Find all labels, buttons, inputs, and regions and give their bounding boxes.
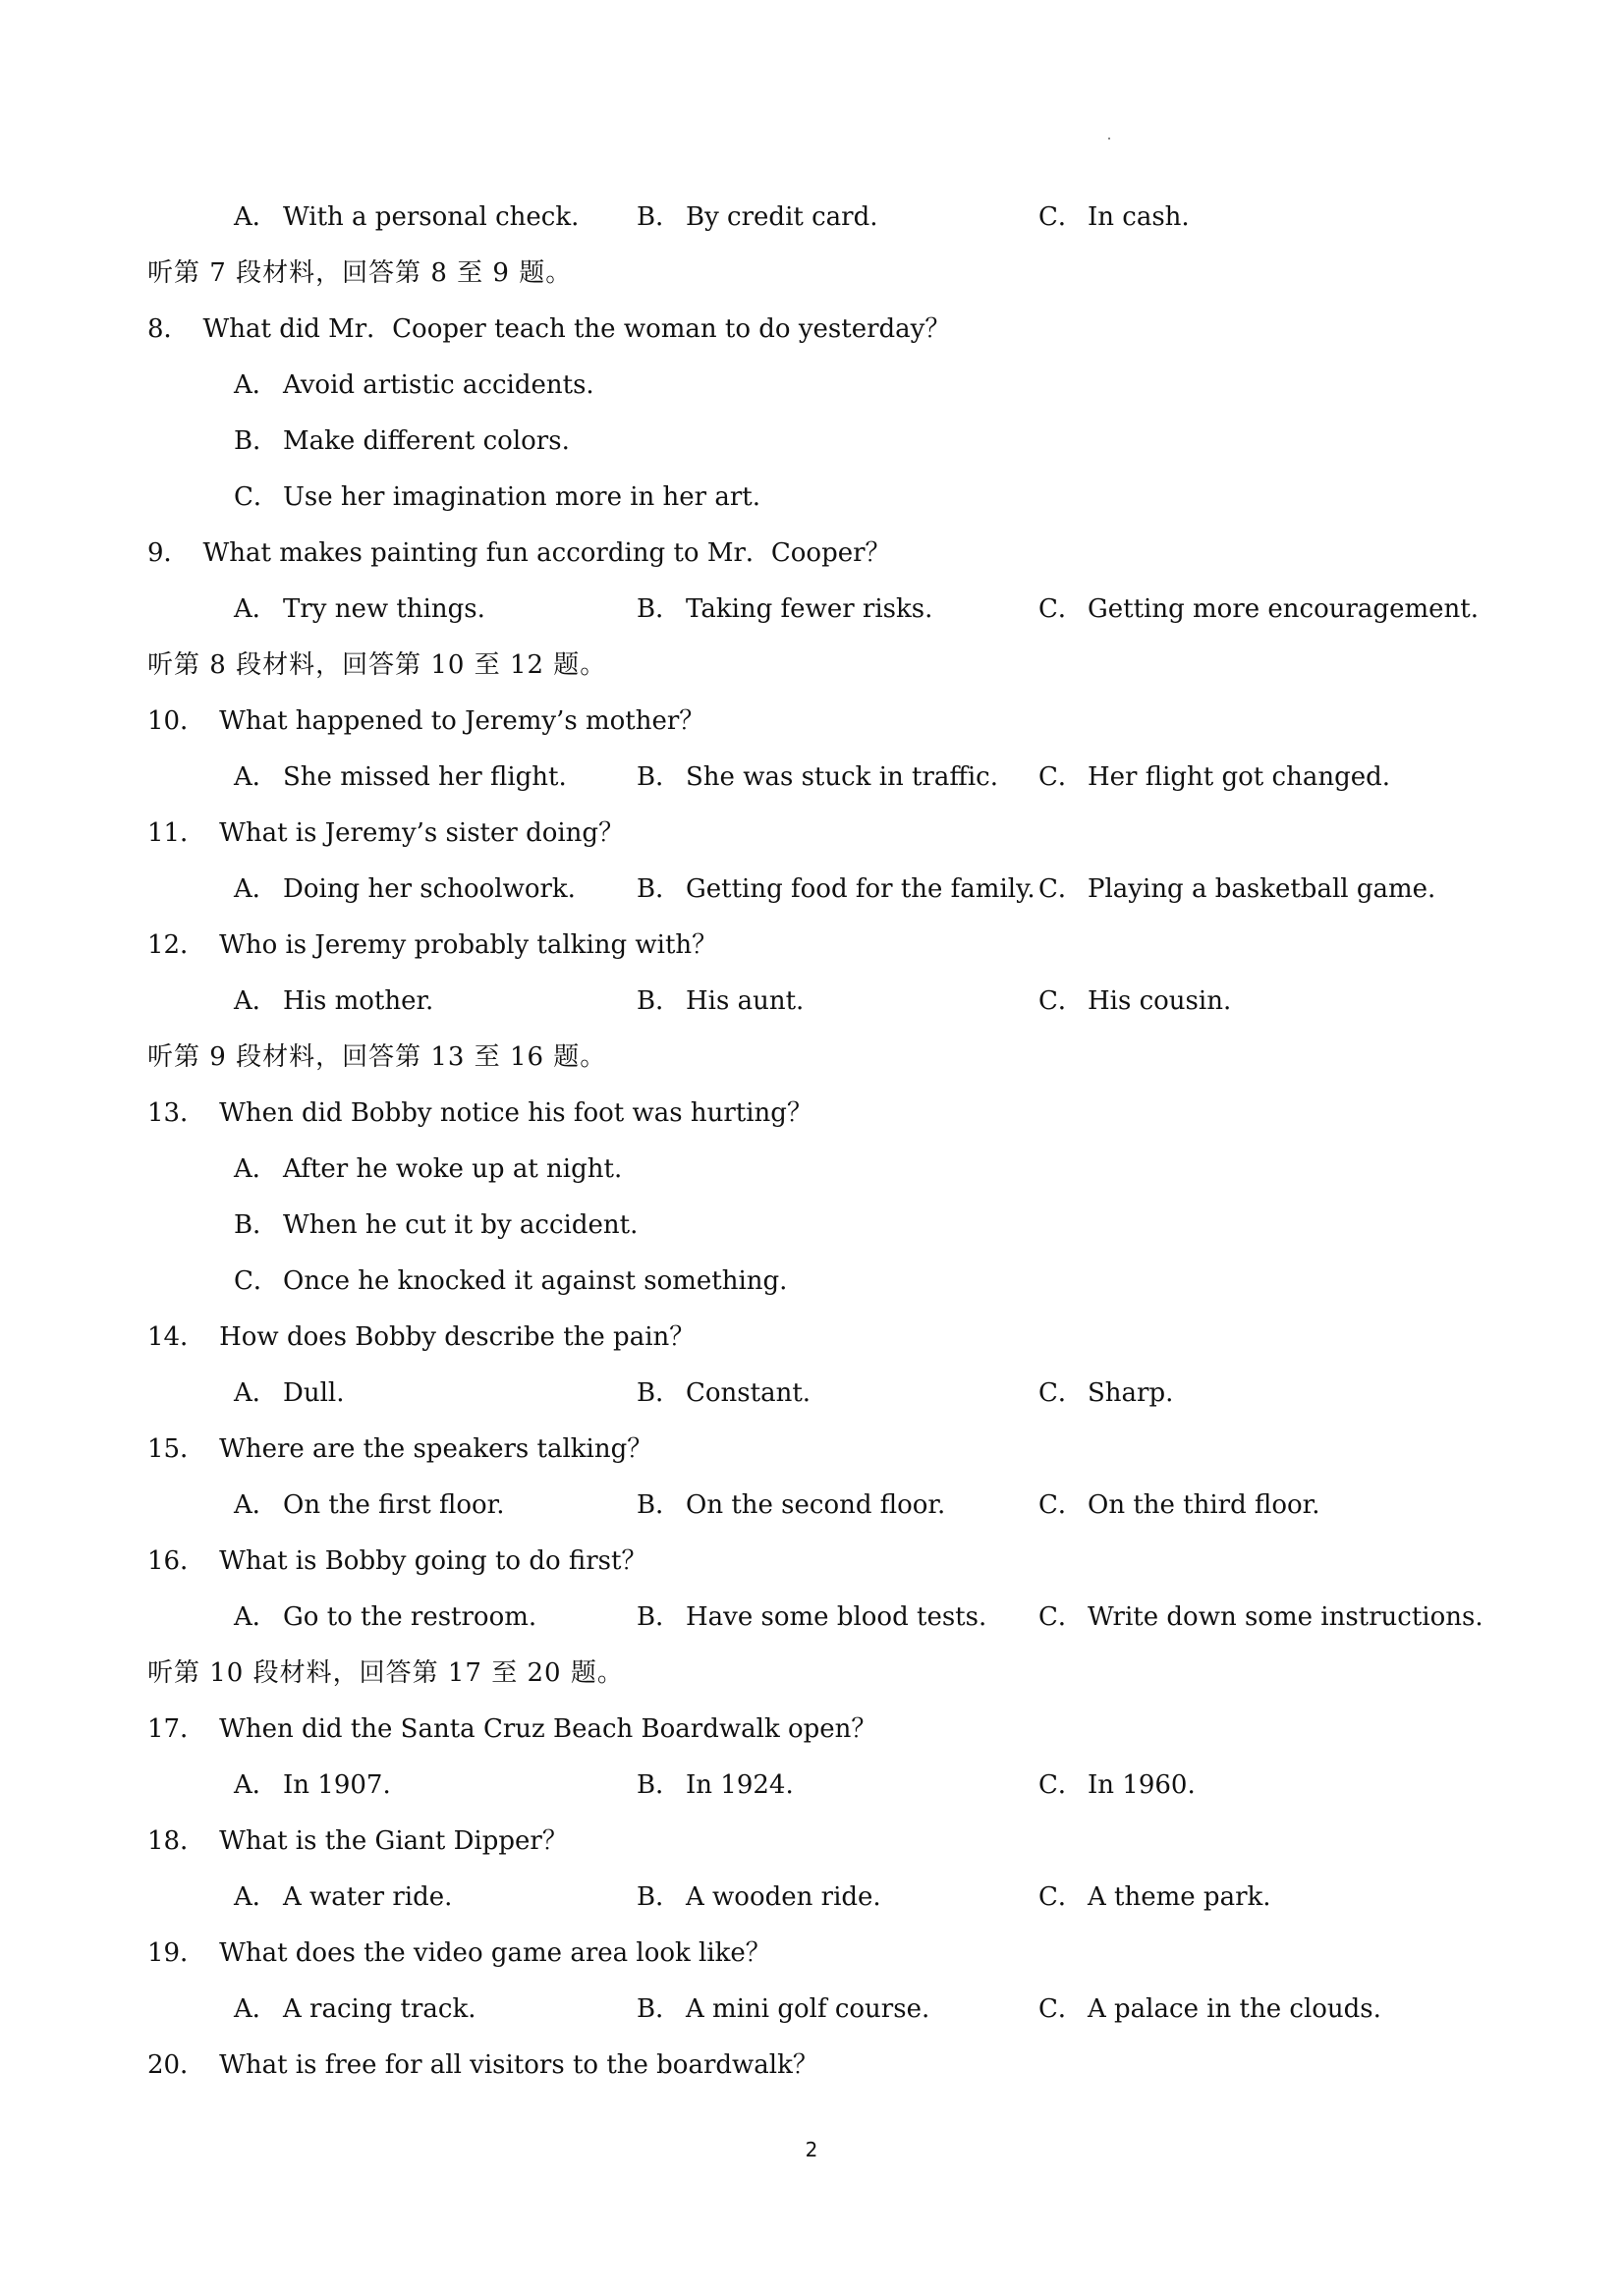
question-13: 13． When did Bobby notice his foot was hurting？ <box>147 1098 812 1128</box>
q14-option-c: C． Sharp. <box>1038 1378 1174 1408</box>
q16-option-a: A． Go to the restroom. <box>234 1602 537 1632</box>
q17-options <box>0 1762 1623 1809</box>
question-14: 14． How does Bobby describe the pain？ <box>147 1322 696 1352</box>
question-20: 20． What is free for all visitors to the boardwalk？ <box>147 2050 818 2080</box>
q8-option-b: B． Make different colors. <box>234 426 570 456</box>
q18-option-b: B． A wooden ride. <box>637 1882 881 1912</box>
q16-option-b: B． Have some blood tests. <box>637 1602 987 1632</box>
q18-option-c: C． A theme park. <box>1038 1882 1271 1912</box>
scan-speck <box>1108 138 1110 140</box>
q8-option-c: C． Use her imagination more in her art. <box>234 482 761 512</box>
question-16: 16． What is Bobby going to do first？ <box>147 1546 647 1576</box>
section-heading-10: 听第 10 段材料，回答第 17 至 20 题。 <box>147 1658 624 1688</box>
q15-option-c: C． On the third floor. <box>1038 1490 1320 1520</box>
q19-options <box>0 1986 1623 2033</box>
section-heading-7: 听第 7 段材料，回答第 8 至 9 题。 <box>147 258 573 288</box>
q7-option-c: C． In cash. <box>1038 202 1190 232</box>
q10-option-a: A． She missed her flight. <box>234 762 567 792</box>
q13-option-b: B． When he cut it by accident. <box>234 1210 639 1240</box>
question-10: 10． What happened to Jeremy’s mother？ <box>147 706 705 736</box>
q15-option-a: A． On the first floor. <box>234 1490 505 1520</box>
q16-option-c: C． Write down some instructions. <box>1038 1602 1483 1632</box>
q16-options <box>0 1594 1623 1641</box>
q11-options <box>0 866 1623 913</box>
q7-option-b: B． By credit card. <box>637 202 878 232</box>
question-15: 15． Where are the speakers talking？ <box>147 1434 653 1464</box>
q13-option-a: A． After he woke up at night. <box>234 1154 623 1184</box>
q12-option-b: B． His aunt. <box>637 986 805 1016</box>
question-9: 9． What makes painting fun according to Mr．Cooper？ <box>147 538 891 568</box>
q17-option-a: A． In 1907. <box>234 1770 391 1800</box>
q10-option-b: B． She was stuck in traffic. <box>637 762 999 792</box>
q14-options <box>0 1370 1623 1417</box>
q19-option-a: A． A racing track. <box>234 1994 476 2024</box>
q9-option-c: C． Getting more encouragement. <box>1038 594 1479 624</box>
page-number: 2 <box>805 2138 818 2161</box>
q11-option-c: C． Playing a basketball game. <box>1038 874 1436 904</box>
section-heading-8: 听第 8 段材料，回答第 10 至 12 题。 <box>147 650 607 680</box>
q15-option-b: B． On the second floor. <box>637 1490 946 1520</box>
question-19: 19． What does the video game area look like？ <box>147 1938 771 1968</box>
q14-option-a: A． Dull. <box>234 1378 345 1408</box>
q18-option-a: A． A water ride. <box>234 1882 453 1912</box>
q18-options <box>0 1874 1623 1921</box>
q19-option-c: C． A palace in the clouds. <box>1038 1994 1381 2024</box>
question-17: 17． When did the Santa Cruz Beach Boardwalk open？ <box>147 1714 877 1744</box>
q8-option-a: A． Avoid artistic accidents. <box>234 370 594 400</box>
q12-option-c: C． His cousin. <box>1038 986 1232 1016</box>
q11-option-a: A． Doing her schoolwork. <box>234 874 576 904</box>
q17-option-c: C． In 1960. <box>1038 1770 1196 1800</box>
q7-options <box>0 194 1623 241</box>
q15-options <box>0 1482 1623 1529</box>
question-12: 12． Who is Jeremy probably talking with？ <box>147 930 718 960</box>
q12-options <box>0 978 1623 1025</box>
q9-option-a: A． Try new things. <box>234 594 485 624</box>
question-11: 11． What is Jeremy’s sister doing？ <box>147 818 625 848</box>
question-18: 18． What is the Giant Dipper？ <box>147 1826 568 1856</box>
q9-options <box>0 586 1623 633</box>
q14-option-b: B． Constant. <box>637 1378 812 1408</box>
section-heading-9: 听第 9 段材料，回答第 13 至 16 题。 <box>147 1042 607 1072</box>
question-8: 8． What did Mr．Cooper teach the woman to do yesterday？ <box>147 314 951 344</box>
q9-option-b: B． Taking fewer risks. <box>637 594 933 624</box>
q13-option-c: C． Once he knocked it against something. <box>234 1266 788 1296</box>
q10-options <box>0 754 1623 801</box>
q17-option-b: B． In 1924. <box>637 1770 794 1800</box>
q7-option-a: A． With a personal check. <box>234 202 580 232</box>
q10-option-c: C． Her flight got changed. <box>1038 762 1391 792</box>
q11-option-b: B． Getting food for the family. <box>637 874 1035 904</box>
q19-option-b: B． A mini golf course. <box>637 1994 930 2024</box>
q12-option-a: A． His mother. <box>234 986 434 1016</box>
